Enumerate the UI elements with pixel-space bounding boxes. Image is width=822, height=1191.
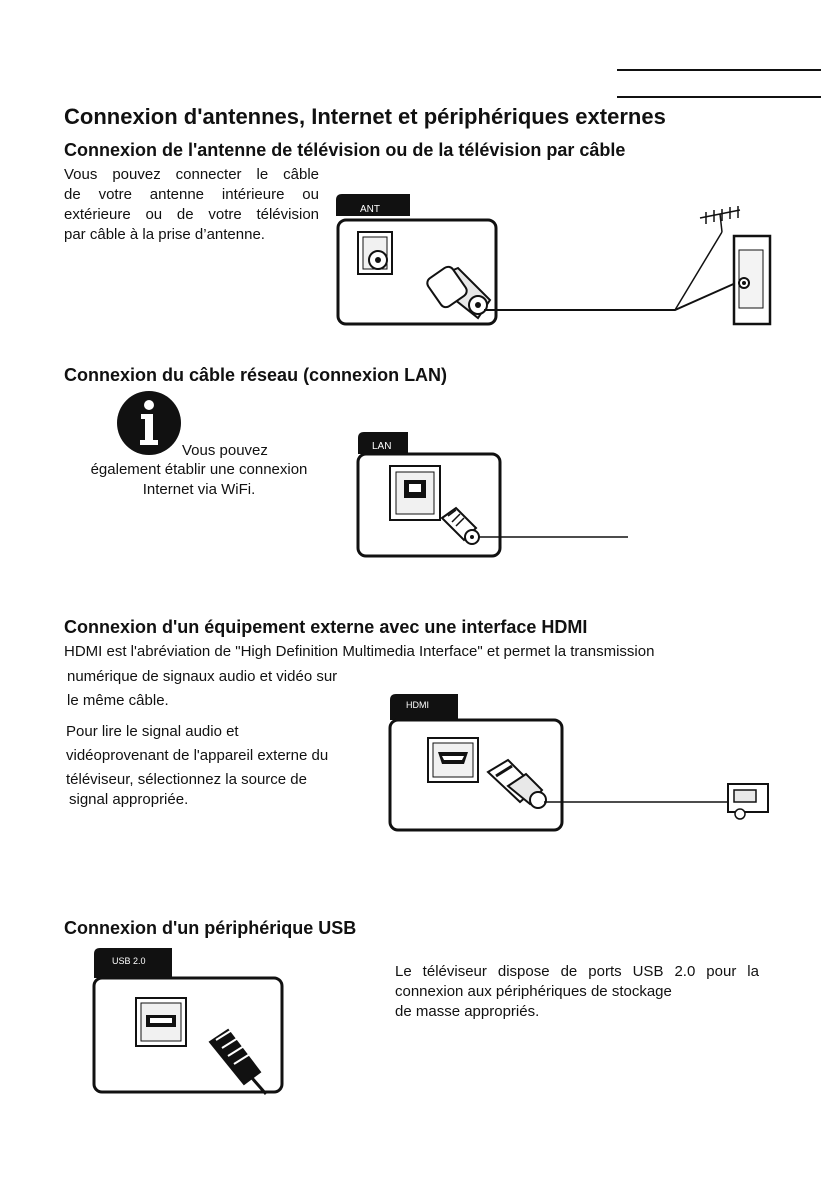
hdmi-socket-icon [428, 738, 478, 782]
header-rule-top [617, 69, 821, 71]
hdmi-text-line: numérique de signaux audio et vidéo sur [67, 668, 338, 685]
lan-diagram [352, 428, 637, 568]
usb-text-line: de masse appropriés. [395, 1003, 540, 1020]
hdmi-text2-line: Pour lire le signal audio et [66, 723, 239, 740]
usb-text-line: Le téléviseur dispose de ports USB 2.0 pour la [395, 963, 759, 980]
antenna-text-line: de votre antenne intérieure ou [64, 186, 319, 203]
usb-heading: Connexion d'un périphérique USB [64, 918, 357, 938]
usb-diagram [88, 944, 298, 1104]
antenna-icon [675, 206, 740, 310]
hdmi-heading: Connexion d'un équipement externe avec une interface HDMI [64, 617, 588, 637]
antenna-cable [484, 282, 738, 310]
antenna-text-line: extérieure ou de votre télévision [64, 206, 319, 223]
lan-port-label: LAN [372, 441, 392, 452]
hdmi-text2-line: signal appropriée. [69, 791, 189, 808]
wall-outlet-icon [734, 236, 770, 324]
page-title: Connexion d'antennes, Internet et périphériques externes [64, 104, 666, 129]
hdmi-text2-line: vidéoprovenant de l'appareil externe du [66, 747, 329, 764]
hdmi-text2 [66, 722, 376, 810]
coax-socket-icon [358, 232, 392, 274]
hdmi-port-label: HDMI [406, 700, 429, 710]
hdmi-text2-line: téléviseur, sélectionnez la source de [66, 771, 307, 788]
lan-note-line: également établir une connexion [90, 461, 308, 478]
usb-text-line: connexion aux périphériques de stockage [395, 983, 672, 1000]
usb-port-label: USB 2.0 [112, 956, 146, 966]
lan-note [64, 460, 334, 500]
lan-heading: Connexion du câble réseau (connexion LAN) [64, 365, 448, 385]
external-device-connector-icon [728, 784, 768, 819]
ethernet-socket-icon [390, 466, 440, 520]
antenna-heading: Connexion de l'antenne de télévision ou de la télévision par câble [64, 140, 626, 160]
usb-text [395, 962, 759, 1022]
hdmi-text-line: HDMI est l'abréviation de "High Definition Multimedia Interface" et permet la transmission [64, 643, 655, 660]
antenna-port-label: ANT [360, 204, 380, 215]
antenna-text-line: Vous pouvez connecter le câble [64, 166, 319, 183]
lan-note-line: Internet via WiFi. [142, 481, 256, 498]
info-icon [116, 390, 182, 456]
antenna-text-line: par câble à la prise d’antenne. [64, 226, 265, 243]
hdmi-diagram [384, 690, 774, 840]
header-rule-bottom [617, 96, 821, 98]
antenna-text [64, 165, 319, 245]
hdmi-text-line: le même câble. [67, 692, 169, 709]
antenna-diagram [330, 190, 780, 340]
lan-note-line-1: Vous pouvez [182, 442, 268, 459]
usb-socket-icon [136, 998, 186, 1046]
